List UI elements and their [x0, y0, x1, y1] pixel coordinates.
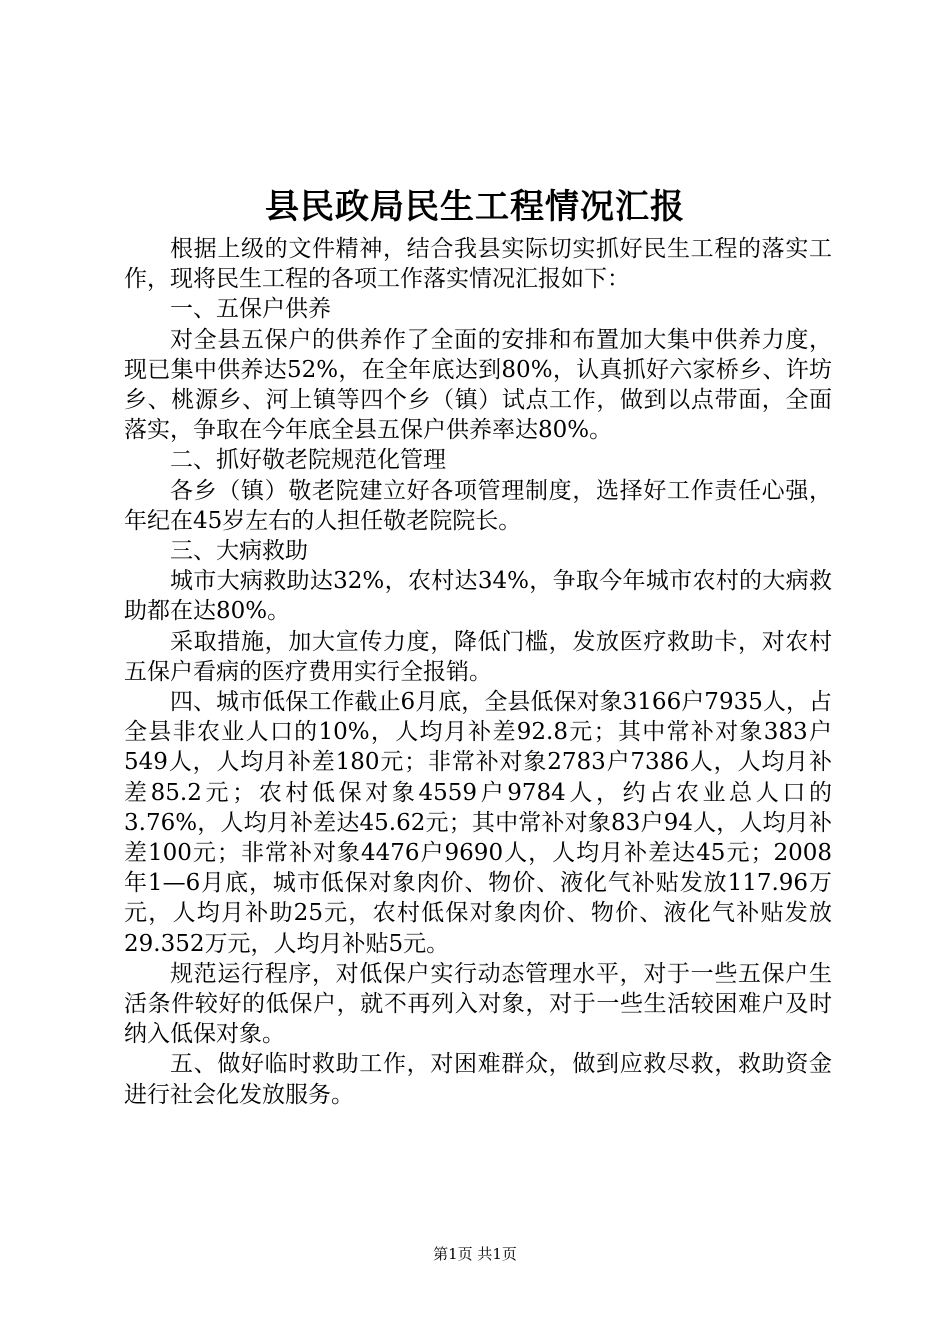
heading-nursing-home: 二、抓好敬老院规范化管理	[170, 447, 446, 474]
document-title: 县民政局民生工程情况汇报	[265, 187, 685, 227]
paragraph-urban-low-income: 四、城市低保工作截止6月底，全县低保对象3166户7935人，占全县非农业人口的10%，人均月补差92.8元；其中常补对象383户549人，人均月补差180元；非常补对象2783户7386人，人均月补差85.2元；农村低保对象4559户9784人，约占农业总人口的3.76%，人均月补差达45.62元；其中常补对象83户94人，人均月补差100元；非常补对象4476户9690人，人均月补差达45元；2008年1—6月底，城市低保对象肉价、物价、液化气补贴发放117.96万元，人均月补助25元，农村低保对象肉价、物价、液化气补贴发放29.352万元，人均月补贴5元。	[124, 689, 832, 957]
paragraph-nursing-home: 各乡（镇）敬老院建立好各项管理制度，选择好工作责任心强，年纪在45岁左右的人担任敬老院院长。	[124, 477, 832, 534]
paragraph-temporary-relief: 五、做好临时救助工作，对困难群众，做到应救尽救，救助资金进行社会化发放服务。	[124, 1051, 832, 1108]
paragraph-serious-illness-measures: 采取措施，加大宣传力度，降低门槛，发放医疗救助卡，对农村五保户看病的医疗费用实行全报销。	[124, 628, 832, 685]
heading-wubao-support: 一、五保户供养	[170, 296, 331, 323]
paragraph-intro: 根据上级的文件精神，结合我县实际切实抓好民生工程的落实工作，现将民生工程的各项工作落实情况汇报如下：	[124, 236, 832, 293]
document-body	[124, 234, 832, 1110]
paragraph-serious-illness-rate: 城市大病救助达32%，农村达34%，争取今年城市农村的大病救助都在达80%。	[124, 568, 832, 625]
paragraph-wubao-support: 对全县五保户的供养作了全面的安排和布置加大集中供养力度，现已集中供养达52%，在全年底达到80%，认真抓好六家桥乡、许坊乡、桃源乡、河上镇等四个乡（镇）试点工作，做到以点带面，全面落实，争取在今年底全县五保户供养率达80%。	[124, 326, 832, 444]
page-number: 第1页 共1页	[433, 1245, 517, 1263]
heading-serious-illness: 三、大病救助	[170, 538, 308, 565]
paragraph-dynamic-management: 规范运行程序，对低保户实行动态管理水平，对于一些五保户生活条件较好的低保户，就不再列入对象，对于一些生活较困难户及时纳入低保对象。	[124, 960, 832, 1048]
